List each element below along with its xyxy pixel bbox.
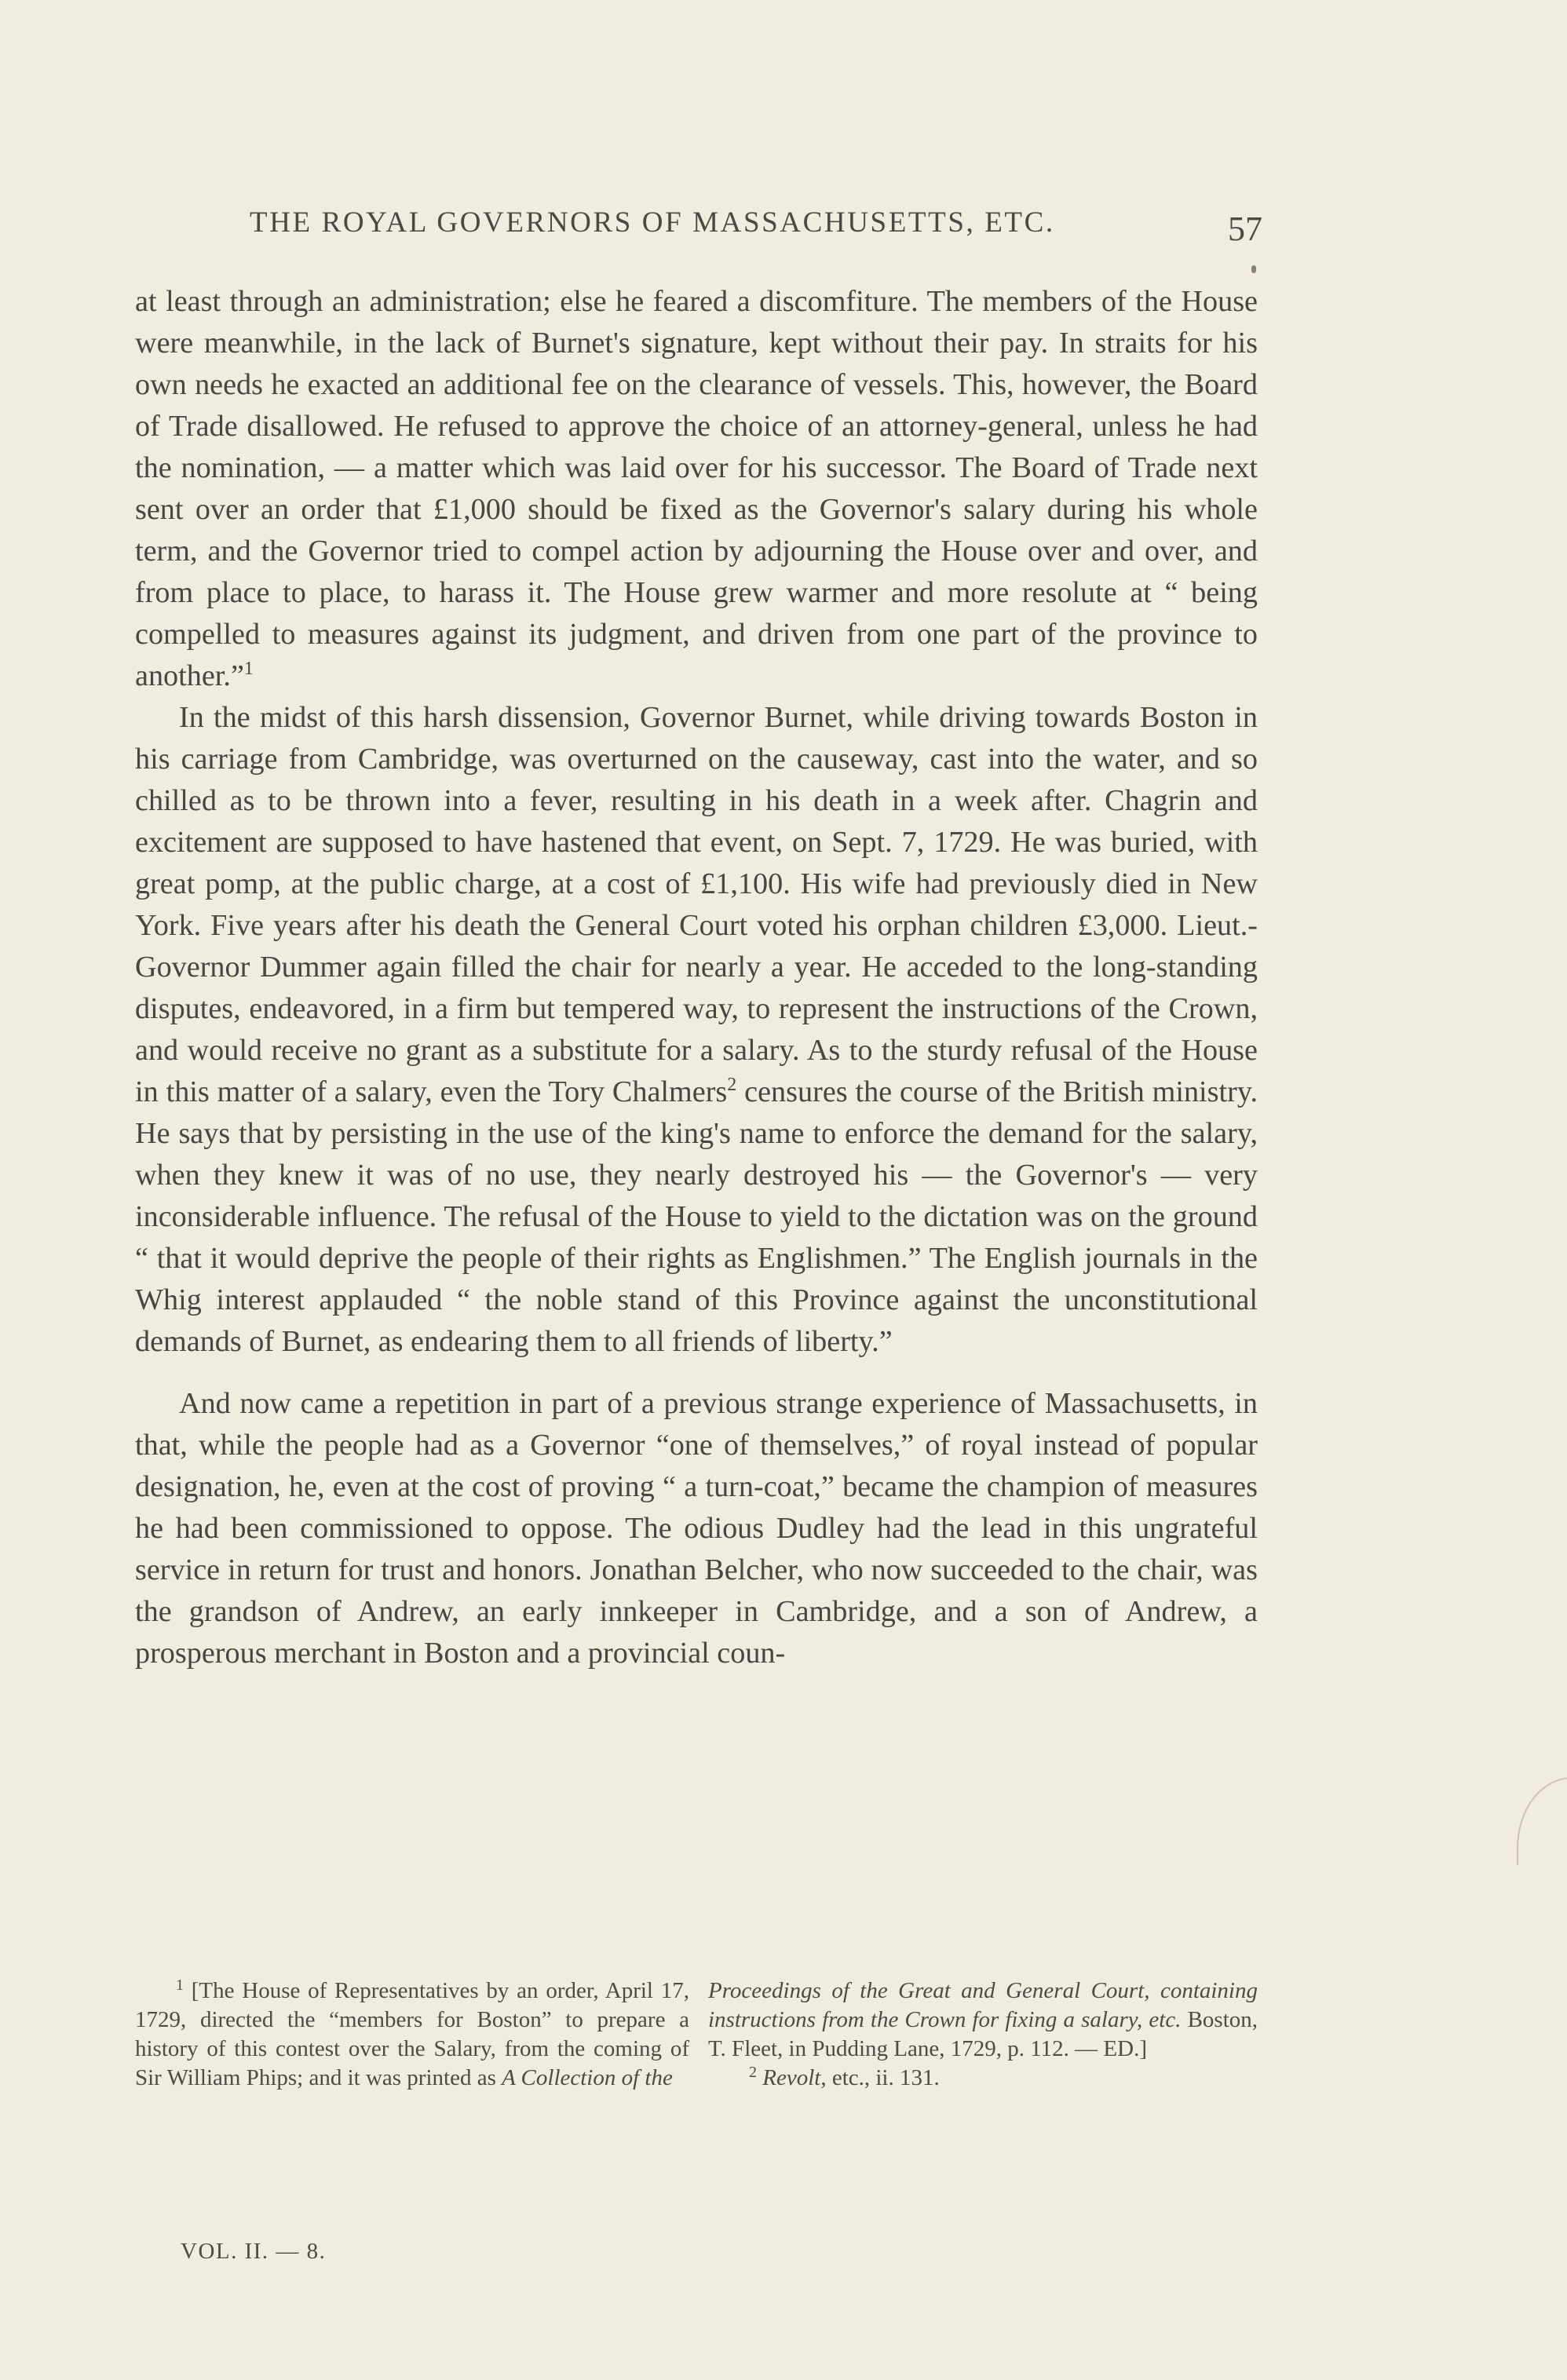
signature-mark: VOL. II. — 8.	[181, 2239, 327, 2264]
footnote-column-right	[708, 1977, 1258, 2093]
footnote-2-title: Revolt	[762, 2065, 821, 2090]
footnote-1	[135, 1977, 689, 2093]
paragraph-2-text-a: In the midst of this harsh dissension, Governor Burnet, while driving towards Boston in his carriage from Cambridge, was overturned on the causeway, cast into the water, and so chilled as to be thrown into a fever, resulting in his death in a week after. Chagrin and excitement are supposed to have hastened that event, on Sept. 7, 1729. He was buried, with great pomp, at the public charge, at a cost of £1,100. His wife had previously died in New York. Five years after his death the General Court voted his orphan children £3,000. Lieut.-Governor Dummer again filled the chair for nearly a year. He acceded to the long-standing disputes, endeavored, in a firm but tempered way, to represent the instructions of the Crown, and would receive no grant as a substitute for a salary. As to the sturdy refusal of the House in this matter of a salary, even the Tory Chalmers	[135, 701, 1258, 1108]
footnote-1-marker: 1	[176, 1977, 184, 1994]
footnote-1-title-a: A Collection of the	[502, 2065, 673, 2090]
footnote-1-title-b: Proceedings of the Great and General Court, containing instructions from the Crown for fixing a salary, etc.	[708, 1978, 1258, 2032]
footnote-1-text: [The House of Representatives by an order, April 17, 1729, directed the “members for Boston” to prepare a history of this contest over the Salary, from the coming of Sir William Phips; and it was printed as	[135, 1978, 689, 2090]
footnote-2-marker: 2	[749, 2064, 757, 2081]
page-edge-mark	[1517, 1777, 1567, 1865]
running-head	[250, 198, 1262, 253]
paragraph-3: And now came a repetition in part of a previous strange experience of Massachusetts, in that, while the people had as a Governor “one of themselves,” of royal instead of popular designation, he, even at the cost of proving “ a turn-coat,” became the champion of measures he had been commissioned to oppose. The odious Dudley had the lead in this ungrateful service in return for trust and honors. Jonathan Belcher, who now succeeded to the chair, was the grandson of Andrew, an early innkeeper in Cambridge, and a son of Andrew, a prosperous merchant in Boston and a provincial coun-	[135, 1387, 1258, 1670]
body-text	[135, 281, 1258, 1674]
paragraph-1	[135, 281, 1258, 697]
footnote-1-tail: Boston, T. Fleet, in Pudding Lane, 1729, p. 112. — ED.]	[708, 2007, 1258, 2061]
footnote-2	[708, 2064, 1258, 2093]
footnote-column-left	[135, 1977, 689, 2093]
paragraph-2	[135, 697, 1258, 1363]
paragraph-2-text-b: censures the course of the British ministry. He says that by persisting in the use of the king's name to enforce the demand for the salary, when they knew it was of no use, they nearly destroyed his — the Governor's — very inconsiderable influence. The refusal of the House to yield to the dictation was on the ground “ that it would deprive the people of their rights as Englishmen.” The English journals in the Whig interest applauded “ the noble stand of this Province against the unconstitutional demands of Burnet, as endearing them to all friends of liberty.”	[135, 1075, 1258, 1358]
footnote-2-tail: , etc., ii. 131.	[820, 2065, 940, 2090]
ink-mark	[1251, 265, 1256, 273]
footnote-1-continued	[708, 1977, 1258, 2064]
page-number: 57	[1228, 210, 1262, 248]
footnote-ref-1[interactable]: 1	[243, 659, 254, 679]
paragraph-1-text: at least through an administration; else he feared a discomfiture. The members of the House were meanwhile, in the lack of Burnet's signature, kept without their pay. In straits for his own needs he exacted an additional fee on the clearance of vessels. This, however, the Board of Trade disallowed. He refused to approve the choice of an attorney-general, unless he had the nomination, — a matter which was laid over for his successor. The Board of Trade next sent over an order that £1,000 should be fixed as the Governor's salary during his whole term, and the Governor tried to compel action by adjourning the House over and over, and from place to place, to harass it. The House grew warmer and more resolute at “ being compelled to measures against its judgment, and driven from one part of the province to another.”	[135, 285, 1258, 692]
footnote-ref-2[interactable]: 2	[727, 1075, 737, 1095]
running-title: THE ROYAL GOVERNORS OF MASSACHUSETTS, ETC.	[250, 206, 1055, 239]
